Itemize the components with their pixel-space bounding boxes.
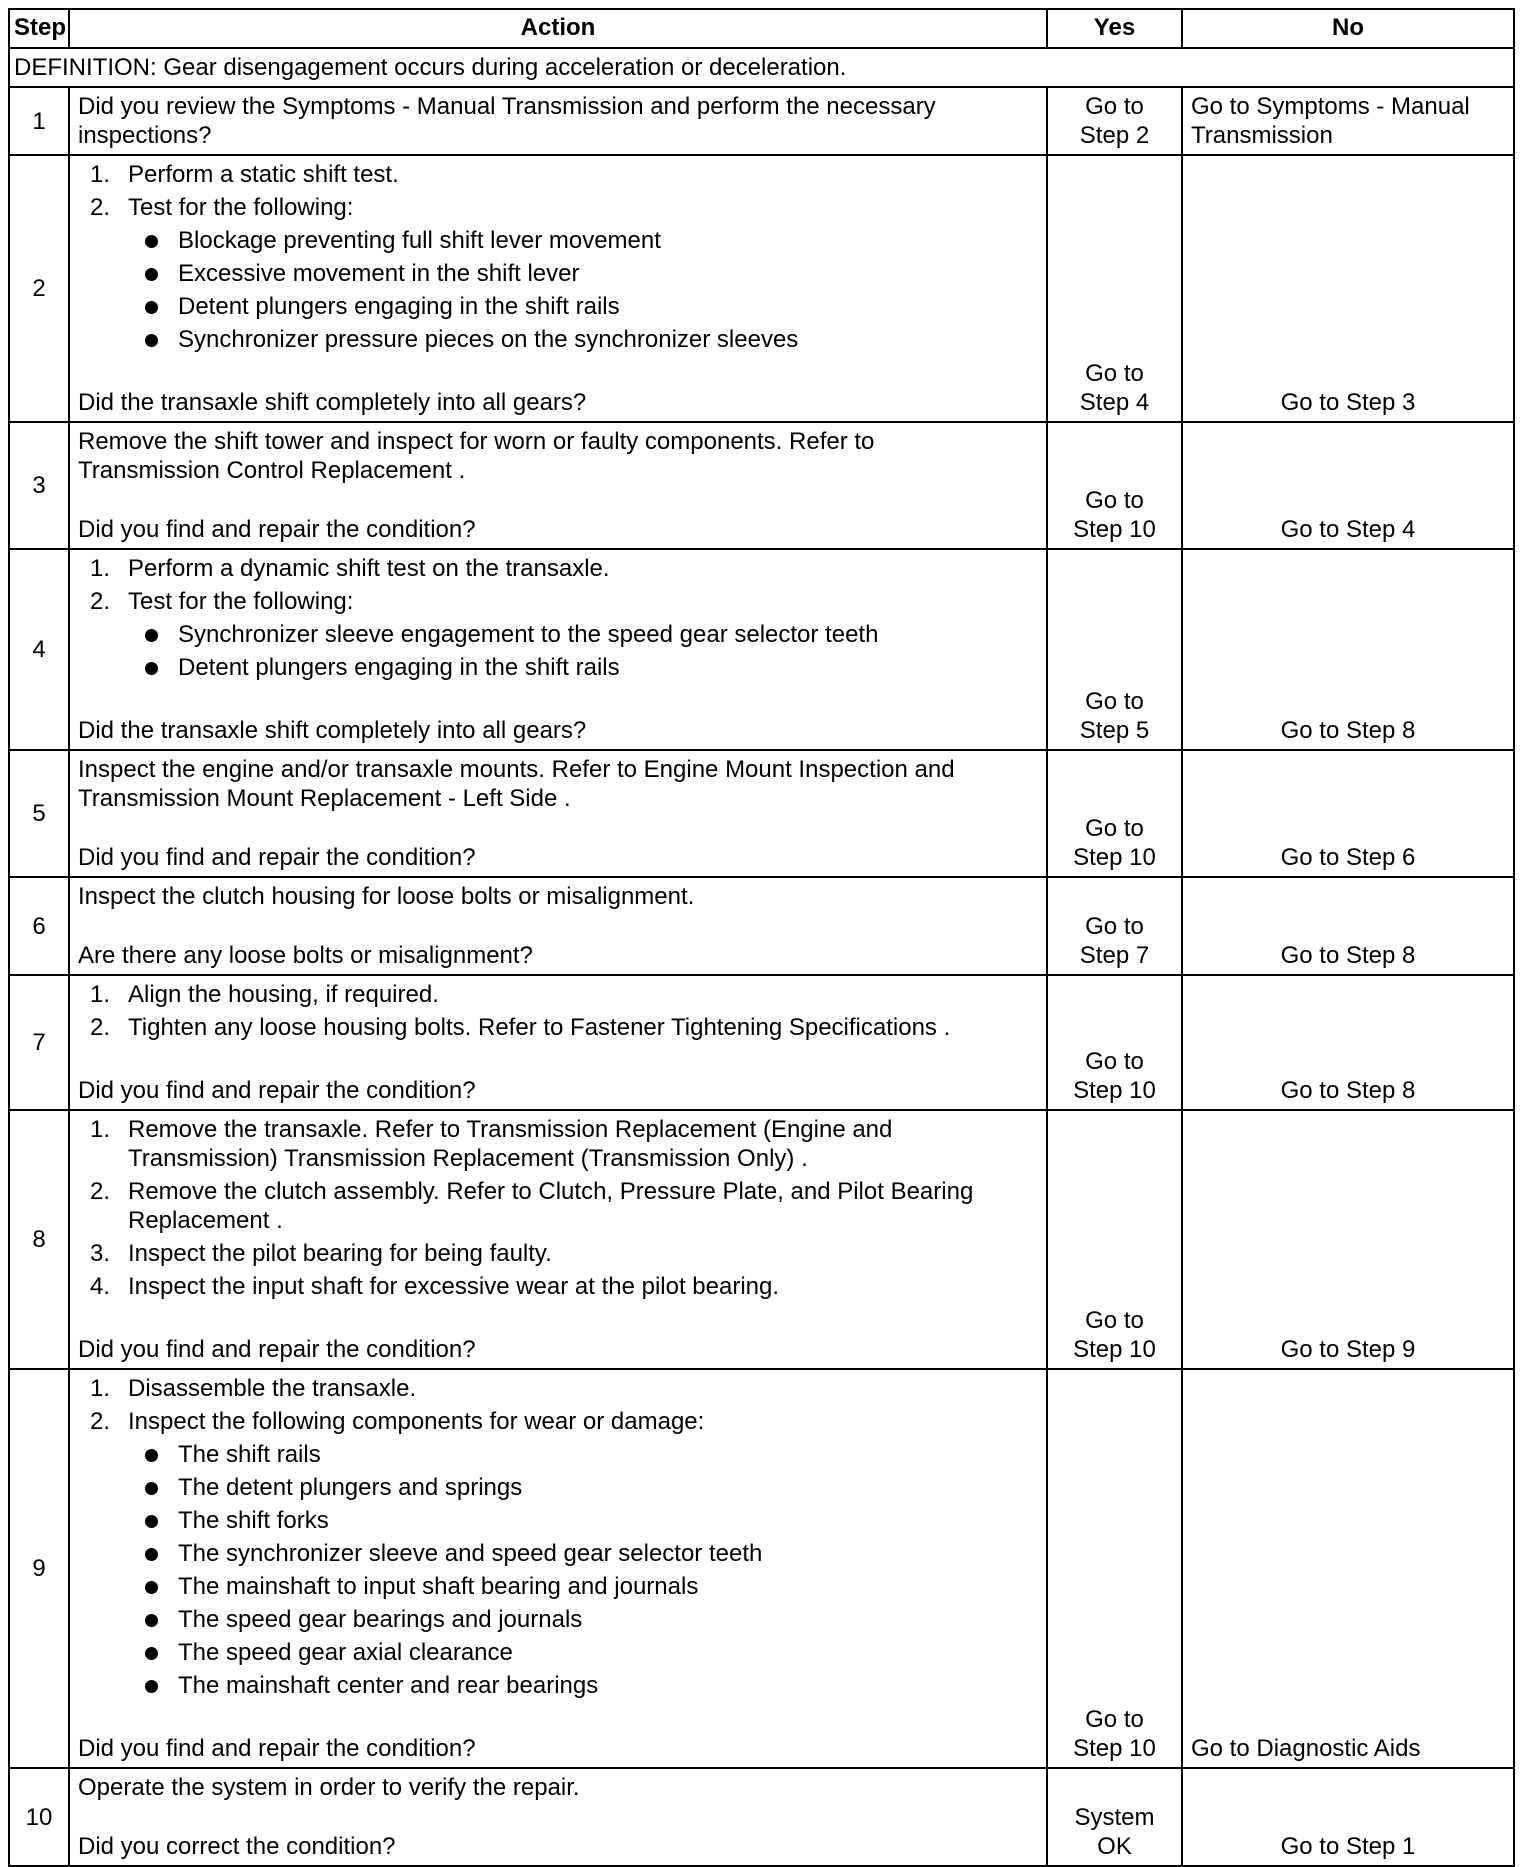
step-row: [9, 1110, 1514, 1369]
list-item-text: Tighten any loose housing bolts. Refer to Fastener Tightening Specifications .: [128, 1014, 951, 1041]
list-number: 1.: [90, 1375, 111, 1402]
step-row: [9, 975, 1514, 1110]
step-number: 7: [9, 975, 69, 1110]
action-text-line: Inspect the engine and/or transaxle mounts. Refer to Engine Mount Inspection and: [78, 756, 955, 783]
action-list: [78, 1115, 1038, 1301]
action-list-item: [78, 587, 1038, 682]
no-text-line: Go to Step 8: [1280, 942, 1416, 969]
list-number: 3.: [90, 1240, 111, 1267]
no-cell: [1182, 1369, 1514, 1768]
yes-text: [1056, 912, 1173, 970]
list-number: 1.: [90, 1116, 111, 1143]
yes-text-line: Step 10: [1073, 1735, 1156, 1762]
yes-text: [1056, 814, 1173, 872]
bullet-item: Synchronizer sleeve engagement to the speed gear selector teeth: [128, 620, 1038, 649]
action-text: [78, 1773, 1038, 1802]
yes-text-line: Go to: [1085, 360, 1144, 387]
yes-text-line: Step 5: [1079, 717, 1150, 744]
step-number: 10: [9, 1768, 69, 1866]
no-text: [1191, 1734, 1505, 1763]
no-text: [1191, 388, 1505, 417]
yes-cell: [1047, 877, 1182, 975]
no-cell: [1182, 1768, 1514, 1866]
yes-text-line: Step 7: [1079, 942, 1150, 969]
list-item-text: Align the housing, if required.: [128, 981, 439, 1008]
action-question: Did you find and repair the condition?: [78, 1735, 476, 1762]
no-text: [1191, 843, 1505, 872]
no-text: [1191, 1076, 1505, 1105]
list-item-text: Transmission) Transmission Replacement (Transmission Only) .: [128, 1145, 808, 1172]
header-yes: Yes: [1047, 9, 1182, 48]
no-text-line: Go to Step 8: [1280, 1077, 1416, 1104]
no-cell: [1182, 975, 1514, 1110]
bullet-item: The synchronizer sleeve and speed gear selector teeth: [128, 1539, 1038, 1568]
action-text-line: Transmission Mount Replacement - Left Side .: [78, 785, 571, 812]
no-cell: [1182, 422, 1514, 549]
yes-text-line: Go to: [1085, 487, 1144, 514]
yes-cell: [1047, 87, 1182, 155]
step-row: [9, 750, 1514, 877]
bullet-item: Blockage preventing full shift lever movement: [128, 226, 1038, 255]
action-list-item: [78, 1177, 1038, 1235]
step-number: 5: [9, 750, 69, 877]
action-text: [78, 882, 1038, 911]
action-cell: [69, 1369, 1047, 1768]
yes-text-line: Go to: [1085, 1307, 1144, 1334]
action-text-line: Transmission Control Replacement .: [78, 457, 466, 484]
bullet-item: The detent plungers and springs: [128, 1473, 1038, 1502]
bullet-item: Synchronizer pressure pieces on the synchronizer sleeves: [128, 325, 1038, 354]
yes-text: [1056, 687, 1173, 745]
header-row: [9, 9, 1514, 48]
yes-text-line: Step 10: [1073, 1077, 1156, 1104]
no-text-line: Go to Symptoms - Manual: [1191, 93, 1470, 120]
step-number: 1: [9, 87, 69, 155]
action-list-item: [78, 1013, 1038, 1042]
step-number: 8: [9, 1110, 69, 1369]
action-question: Did you correct the condition?: [78, 1833, 396, 1860]
step-number: 9: [9, 1369, 69, 1768]
list-item-text: Test for the following:: [128, 588, 354, 615]
list-item-text: Test for the following:: [128, 194, 354, 221]
action-list-item: [78, 160, 1038, 189]
action-list-item: [78, 1239, 1038, 1268]
action-text-line: Did you review the Symptoms - Manual Transmission and perform the necessary: [78, 93, 936, 120]
list-item-text: Remove the clutch assembly. Refer to Clutch, Pressure Plate, and Pilot Bearing: [128, 1178, 974, 1205]
action-question: Did you find and repair the condition?: [78, 1336, 476, 1363]
yes-cell: [1047, 155, 1182, 422]
no-text: [1191, 92, 1505, 150]
no-text-line: Transmission: [1191, 122, 1333, 149]
no-cell: [1182, 877, 1514, 975]
list-number: 2.: [90, 1178, 111, 1205]
bullet-item: The speed gear bearings and journals: [128, 1605, 1038, 1634]
yes-text-line: Step 10: [1073, 844, 1156, 871]
yes-text: [1056, 1705, 1173, 1763]
step-number: 6: [9, 877, 69, 975]
yes-text-line: Step 2: [1079, 122, 1150, 149]
no-cell: [1182, 1110, 1514, 1369]
yes-text: [1056, 486, 1173, 544]
yes-text-line: System: [1074, 1804, 1155, 1831]
action-question: Did you find and repair the condition?: [78, 844, 476, 871]
bullet-item: The shift rails: [128, 1440, 1038, 1469]
no-text: [1191, 716, 1505, 745]
step-row: [9, 877, 1514, 975]
definition-text: DEFINITION: Gear disengagement occurs during acceleration or deceleration.: [9, 48, 1514, 87]
no-text-line: Go to Step 9: [1280, 1336, 1416, 1363]
yes-cell: [1047, 549, 1182, 750]
list-item-text: Remove the transaxle. Refer to Transmission Replacement (Engine and: [128, 1116, 893, 1143]
no-text: [1191, 515, 1505, 544]
no-text-line: Go to Step 1: [1280, 1833, 1416, 1860]
action-list: [78, 554, 1038, 682]
yes-text: [1056, 1803, 1173, 1861]
step-number: 3: [9, 422, 69, 549]
bullet-item: Detent plungers engaging in the shift rails: [128, 292, 1038, 321]
bullet-item: The mainshaft to input shaft bearing and journals: [128, 1572, 1038, 1601]
yes-text: [1056, 1306, 1173, 1364]
yes-text: [1056, 92, 1173, 150]
list-number: 1.: [90, 981, 111, 1008]
list-item-text: Inspect the pilot bearing for being faulty.: [128, 1240, 552, 1267]
no-text-line: Go to Step 4: [1280, 516, 1416, 543]
step-row: [9, 1369, 1514, 1768]
action-text: [78, 755, 1038, 813]
bullet-item: The mainshaft center and rear bearings: [128, 1671, 1038, 1700]
yes-text: [1056, 359, 1173, 417]
bullet-item: Detent plungers engaging in the shift rails: [128, 653, 1038, 682]
action-text: [78, 92, 1038, 150]
bullet-list: [128, 226, 1038, 354]
action-text: [78, 427, 1038, 485]
no-cell: [1182, 750, 1514, 877]
yes-text: [1056, 1047, 1173, 1105]
header-no: No: [1182, 9, 1514, 48]
action-question: Did the transaxle shift completely into all gears?: [78, 717, 587, 744]
action-cell: [69, 422, 1047, 549]
action-question: Are there any loose bolts or misalignment?: [78, 942, 533, 969]
action-cell: [69, 877, 1047, 975]
yes-cell: [1047, 1369, 1182, 1768]
yes-text-line: Go to: [1085, 688, 1144, 715]
diagnostic-table: [8, 8, 1515, 1867]
yes-text-line: Go to: [1085, 815, 1144, 842]
action-text-line: Operate the system in order to verify the repair.: [78, 1774, 580, 1801]
bullet-item: The shift forks: [128, 1506, 1038, 1535]
list-number: 2.: [90, 1408, 111, 1435]
bullet-item: The speed gear axial clearance: [128, 1638, 1038, 1667]
step-number: 4: [9, 549, 69, 750]
no-cell: [1182, 155, 1514, 422]
step-row: [9, 1768, 1514, 1866]
no-cell: [1182, 87, 1514, 155]
list-number: 1.: [90, 161, 111, 188]
action-list-item: [78, 980, 1038, 1009]
no-text-line: Go to Step 3: [1280, 389, 1416, 416]
no-text-line: Go to Step 6: [1280, 844, 1416, 871]
action-cell: [69, 155, 1047, 422]
yes-cell: [1047, 750, 1182, 877]
yes-text-line: Go to: [1085, 1706, 1144, 1733]
action-list-item: [78, 1374, 1038, 1403]
no-text: [1191, 941, 1505, 970]
action-cell: [69, 975, 1047, 1110]
action-question: Did you find and repair the condition?: [78, 516, 476, 543]
yes-cell: [1047, 975, 1182, 1110]
action-question: Did the transaxle shift completely into all gears?: [78, 389, 587, 416]
yes-text-line: Go to: [1085, 93, 1144, 120]
list-number: 2.: [90, 194, 111, 221]
list-item-text: Inspect the following components for wear or damage:: [128, 1408, 705, 1435]
definition-row: [9, 48, 1514, 87]
bullet-list: [128, 1440, 1038, 1700]
action-question: Did you find and repair the condition?: [78, 1077, 476, 1104]
list-item-text: Disassemble the transaxle.: [128, 1375, 417, 1402]
action-list-item: [78, 1272, 1038, 1301]
yes-cell: [1047, 422, 1182, 549]
bullet-item: Excessive movement in the shift lever: [128, 259, 1038, 288]
action-list: [78, 1374, 1038, 1700]
diagnostic-table-container: [8, 8, 1513, 1867]
action-list-item: [78, 1115, 1038, 1173]
list-item-text: Perform a dynamic shift test on the transaxle.: [128, 555, 610, 582]
no-text-line: Go to Step 8: [1280, 717, 1416, 744]
action-cell: [69, 549, 1047, 750]
yes-text-line: Step 10: [1073, 1336, 1156, 1363]
yes-cell: [1047, 1768, 1182, 1866]
step-row: [9, 155, 1514, 422]
list-item-text: Replacement .: [128, 1207, 283, 1234]
action-list: [78, 160, 1038, 354]
list-number: 4.: [90, 1273, 111, 1300]
action-cell: [69, 87, 1047, 155]
action-list-item: [78, 193, 1038, 354]
step-row: [9, 549, 1514, 750]
list-item-text: Inspect the input shaft for excessive wear at the pilot bearing.: [128, 1273, 780, 1300]
list-number: 2.: [90, 1014, 111, 1041]
action-cell: [69, 1768, 1047, 1866]
list-number: 2.: [90, 588, 111, 615]
action-list-item: [78, 554, 1038, 583]
header-step: Step: [9, 9, 69, 48]
no-cell: [1182, 549, 1514, 750]
step-number: 2: [9, 155, 69, 422]
header-action: Action: [69, 9, 1047, 48]
step-row: [9, 87, 1514, 155]
yes-cell: [1047, 1110, 1182, 1369]
list-item-text: Perform a static shift test.: [128, 161, 399, 188]
no-text: [1191, 1832, 1505, 1861]
action-text-line: Remove the shift tower and inspect for worn or faulty components. Refer to: [78, 428, 875, 455]
action-list-item: [78, 1407, 1038, 1700]
yes-text-line: Step 4: [1079, 389, 1150, 416]
action-cell: [69, 1110, 1047, 1369]
action-text-line: Inspect the clutch housing for loose bolts or misalignment.: [78, 883, 695, 910]
yes-text-line: Go to: [1085, 913, 1144, 940]
no-text: [1191, 1335, 1505, 1364]
bullet-list: [128, 620, 1038, 682]
list-number: 1.: [90, 555, 111, 582]
step-row: [9, 422, 1514, 549]
action-cell: [69, 750, 1047, 877]
yes-text-line: Go to: [1085, 1048, 1144, 1075]
action-text-line: inspections?: [78, 122, 212, 149]
no-text-line: Go to Diagnostic Aids: [1191, 1735, 1421, 1762]
yes-text-line: Step 10: [1073, 516, 1156, 543]
yes-text-line: OK: [1097, 1833, 1132, 1860]
action-list: [78, 980, 1038, 1042]
